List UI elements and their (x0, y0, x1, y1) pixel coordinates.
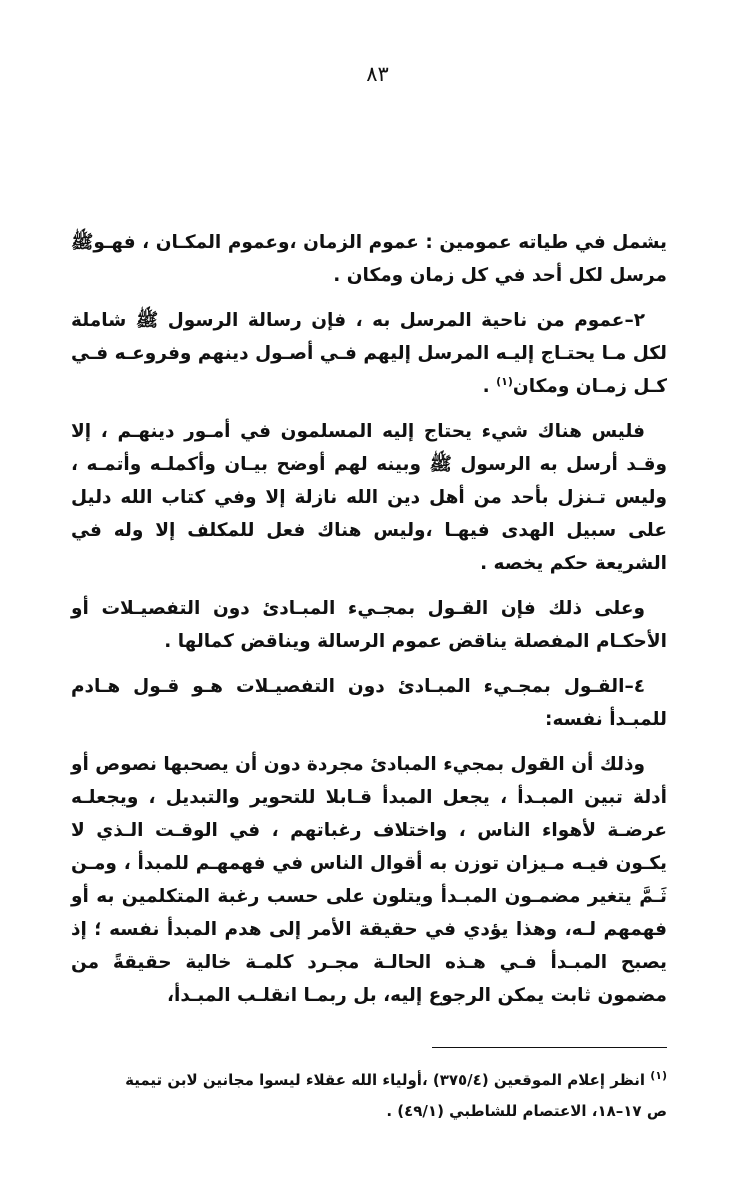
footnote-text: انظر إعلام الموقعين (٣٧٥/٤) ،أولياء الله عقلاء ليسوا مجانين لابن تيمية (125, 1071, 651, 1089)
paragraph: ٤–القـول بمجـيء المبـادئ دون التفصيـلات هـو قـول هـادم للمبـدأ نفسه: (71, 676, 667, 730)
footnote-line (71, 1065, 667, 1096)
page-number: ٨٣ (366, 62, 389, 86)
paragraph-text-end: . (482, 376, 497, 397)
paragraph: وعلى ذلك فإن القـول بمجـيء المبـادئ دون التفصيـلات أو الأحكـام المفصلة يناقض عموم الرسالة ويناقض كمالها . (71, 598, 667, 652)
paragraph: وذلك أن القول بمجيء المبادئ مجردة دون أن يصحبها نصوص أو أدلة تبين المبـدأ ، يجعل المبدأ قـابلا للتحوير والتبديل ، ويجعلـه عرضـة لأهواء الناس ، واختلاف رغباتهم ، في الوقـت الـذي لا يكـون فيـه مـيزان توزن به أقوال الناس في فهمهـم للمبدأ ، ومـن ثَـمَّ يتغير مضمـون المبـدأ ويتلون على حسب رغبة المتكلمين به أو فهمهم لـه، وهذا يؤدي في حقيقة الأمر إلى هدم المبدأ نفسه ؛ إذ يصبح المبـدأ فـي هـذه الحالـة مجـرد كلمـة خالية حقيقةً من مضمون ثابت يمكن الرجوع إليه، بل ربمـا انقلـب المبـدأ، (71, 754, 667, 1006)
main-text (71, 226, 667, 1012)
paragraph: يشمل في طياته عمومين : عموم الزمان ،وعموم المكـان ، فهـوﷺ مرسل لكل أحد في كل زمان ومكان . (71, 232, 667, 286)
paragraph: فليس هناك شيء يحتاج إليه المسلمون في أمـور دينهـم ، إلا وقـد أرسل به الرسول ﷺ وبينه لهم أوضح بيـان وأكملـه وأتمـه ، وليس تـنزل بأحد من أهل دين الله نازلة إلا وفي كتاب الله دليل على سبيل الهدى فيهـا ،وليس هناك فعل للمكلف إلا وله في الشريعة حكم يخصه . (71, 421, 667, 574)
footnote-marker: (١) (650, 1069, 667, 1082)
footnote-reference[interactable]: (١) (496, 374, 513, 388)
paragraph-text: ٢–عموم من ناحية المرسل به ، فإن رسالة الرسول ﷺ شاملة لكل مـا يحتـاج إليـه المرسل إليهم فـي أصـول دينهم وفروعـه فـي كـل زمـان ومكان (71, 310, 667, 397)
footnotes (71, 1065, 667, 1127)
footnote-line: ص ١٧–١٨، الاعتصام للشاطبي (٤٩/١) . (386, 1102, 667, 1120)
paragraph (71, 304, 667, 403)
footnote-divider (432, 1047, 667, 1048)
